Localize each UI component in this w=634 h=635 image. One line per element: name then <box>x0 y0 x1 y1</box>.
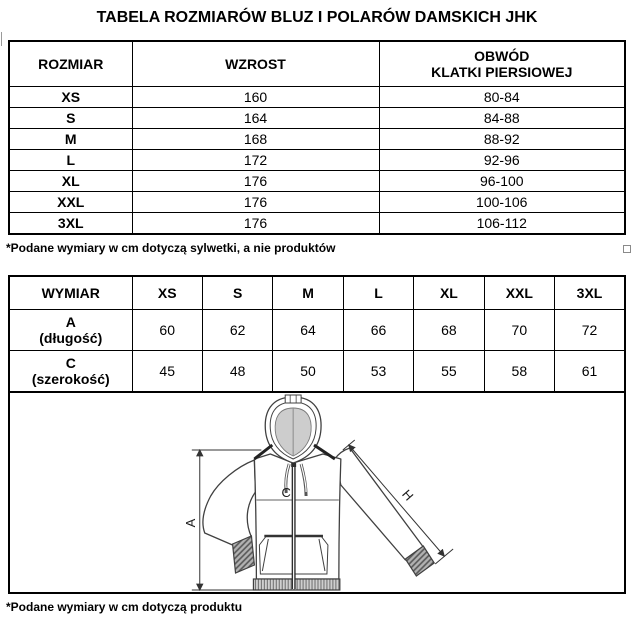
dimension-table <box>8 275 626 393</box>
dimension-table-footnote: *Podane wymiary w cm dotyczą produktu <box>6 600 243 614</box>
header-obwod <box>379 41 625 87</box>
header-obwod-line1: OBWÓD <box>474 47 530 64</box>
height-cell: 176 <box>132 213 379 235</box>
dim-value-cell: 45 <box>132 351 202 393</box>
dim-value-cell: 48 <box>202 351 272 393</box>
chest-cell: 100-106 <box>379 192 625 213</box>
size-table-header-row <box>9 41 625 87</box>
size-cell: XXL <box>9 192 132 213</box>
height-cell: 168 <box>132 129 379 150</box>
size-table-row <box>9 192 625 213</box>
header-wymiar: WYMIAR <box>9 276 132 310</box>
hood <box>254 395 334 463</box>
height-cell: 160 <box>132 87 379 108</box>
size-cell: XL <box>9 171 132 192</box>
header-size-xs: XS <box>132 276 202 310</box>
zipper-pull <box>291 463 296 467</box>
dim-value-cell: 60 <box>132 310 202 351</box>
dimension-label-cell <box>9 310 132 351</box>
dim-value-cell: 62 <box>202 310 272 351</box>
chest-cell: 106-112 <box>379 213 625 235</box>
size-cell: XS <box>9 87 132 108</box>
size-table-row <box>9 87 625 108</box>
header-size-l: L <box>343 276 413 310</box>
torso <box>253 454 340 590</box>
size-table-row <box>9 129 625 150</box>
height-cell: 164 <box>132 108 379 129</box>
dim-value-cell: 50 <box>273 351 343 393</box>
header-size-s: S <box>202 276 272 310</box>
hood-top-tab <box>285 395 301 403</box>
dim-value-cell: 64 <box>273 310 343 351</box>
dimension-label-desc: (długość) <box>39 330 103 346</box>
size-table <box>8 40 626 235</box>
height-cell: 176 <box>132 171 379 192</box>
size-cell: M <box>9 129 132 150</box>
hoodie-diagram-box <box>8 393 626 594</box>
table-resize-handle <box>623 245 631 253</box>
dimension-a-label: A <box>182 518 198 528</box>
size-cell: 3XL <box>9 213 132 235</box>
chest-cell: 80-84 <box>379 87 625 108</box>
zipper <box>291 463 296 589</box>
size-table-row <box>9 171 625 192</box>
header-size-xxl: XXL <box>484 276 554 310</box>
header-size-3xl: 3XL <box>555 276 625 310</box>
dimension-row-c <box>9 351 625 393</box>
text-cursor-artifact <box>1 32 2 46</box>
dim-value-cell: 70 <box>484 310 554 351</box>
dimension-c-label: C <box>281 484 291 501</box>
chest-cell: 84-88 <box>379 108 625 129</box>
dim-value-cell: 55 <box>414 351 484 393</box>
dimension-row-a <box>9 310 625 351</box>
hem-band <box>253 579 339 590</box>
dimension-label-letter: C <box>65 354 76 371</box>
page-title: TABELA ROZMIARÓW BLUZ I POLARÓW DAMSKICH JHK <box>96 9 538 26</box>
header-obwod-line2: KLATKI PIERSIOWEJ <box>431 64 573 80</box>
dimension-label-cell <box>9 351 132 393</box>
size-table-row <box>9 108 625 129</box>
dim-value-cell: 53 <box>343 351 413 393</box>
dim-value-cell: 68 <box>414 310 484 351</box>
size-cell: L <box>9 150 132 171</box>
dimension-c <box>282 485 291 500</box>
dimension-label-letter: A <box>65 313 76 330</box>
header-size-xl: XL <box>414 276 484 310</box>
height-cell: 172 <box>132 150 379 171</box>
dim-value-cell: 61 <box>555 351 625 393</box>
header-wzrost: WZROST <box>132 41 379 87</box>
dimension-table-header-row <box>9 276 625 310</box>
dim-value-cell: 66 <box>343 310 413 351</box>
dim-value-cell: 58 <box>484 351 554 393</box>
height-cell: 176 <box>132 192 379 213</box>
header-size-m: M <box>273 276 343 310</box>
size-table-row <box>9 150 625 171</box>
size-cell: S <box>9 108 132 129</box>
chest-cell: 96-100 <box>379 171 625 192</box>
right-sleeve <box>335 448 434 576</box>
header-rozmiar: ROZMIAR <box>9 41 132 87</box>
chest-cell: 92-96 <box>379 150 625 171</box>
dimension-label-desc: (szerokość) <box>31 371 110 387</box>
size-table-footnote: *Podane wymiary w cm dotyczą sylwetki, a nie produktów <box>6 241 336 255</box>
dimension-h-label: H <box>399 486 417 504</box>
hoodie-diagram <box>10 393 624 592</box>
left-sleeve <box>203 460 255 573</box>
size-table-row <box>9 213 625 235</box>
chest-cell: 88-92 <box>379 129 625 150</box>
dim-value-cell: 72 <box>555 310 625 351</box>
